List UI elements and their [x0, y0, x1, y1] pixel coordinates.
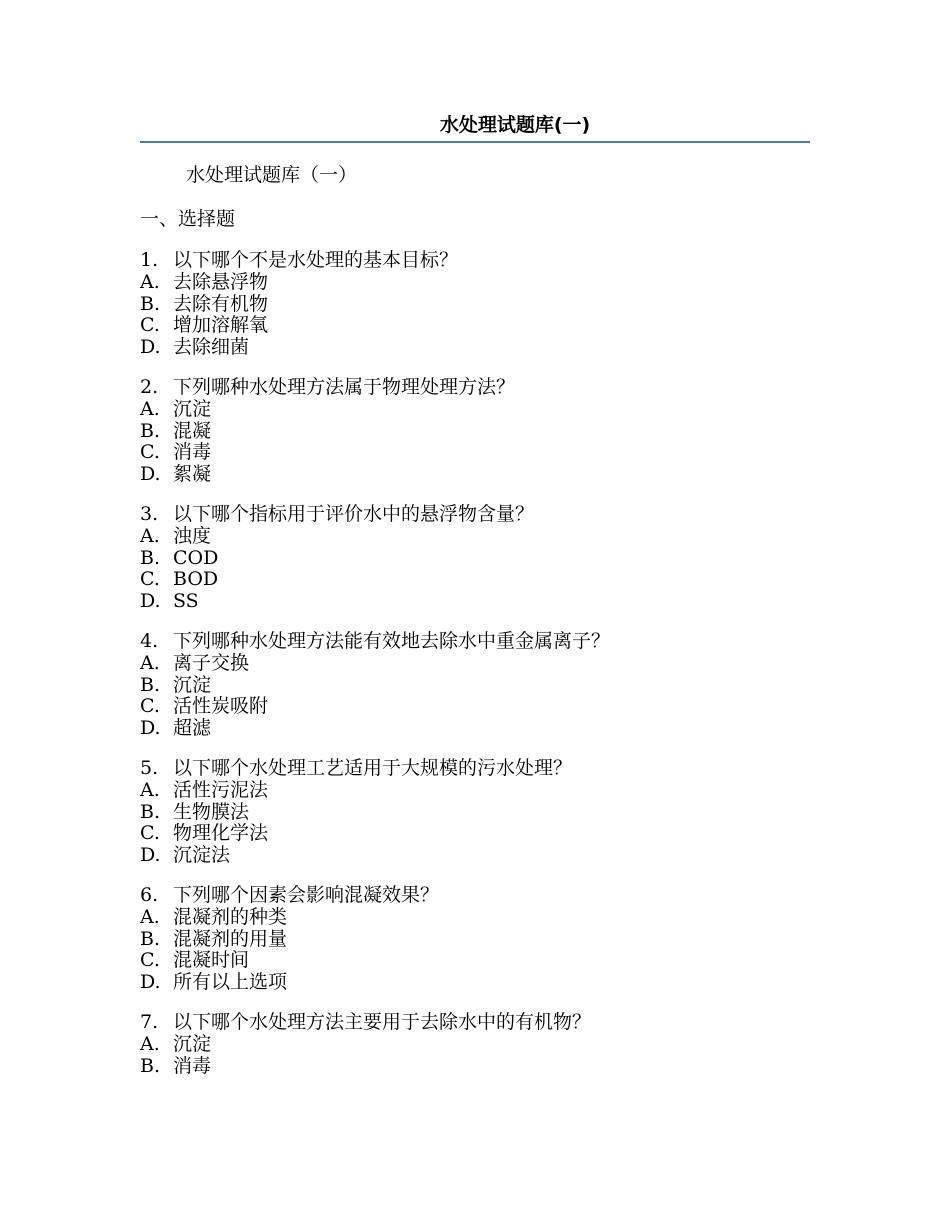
- option-c: [140, 823, 810, 845]
- question-number: 3.: [140, 502, 159, 525]
- question-stem: [140, 631, 810, 653]
- option-text: 沉淀: [173, 673, 212, 696]
- question-stem: [140, 885, 810, 907]
- option-letter: A.: [140, 524, 160, 547]
- section-heading: 一、选择题: [140, 208, 236, 230]
- option-text: 絮凝: [173, 463, 212, 486]
- option-text: 混凝时间: [173, 949, 250, 972]
- question-stem: [140, 250, 810, 272]
- option-text: SS: [173, 590, 199, 613]
- header-title: 水处理试题库(一): [439, 114, 591, 136]
- option-letter: B.: [140, 673, 161, 696]
- option-letter: C.: [140, 949, 160, 972]
- option-b: [140, 548, 810, 570]
- option-text: 所有以上选项: [173, 971, 288, 994]
- option-letter: B.: [140, 1054, 161, 1077]
- option-b: [140, 421, 810, 443]
- option-c: [140, 950, 810, 972]
- option-letter: B.: [140, 546, 161, 569]
- option-a: [140, 780, 810, 802]
- option-d: [140, 591, 810, 613]
- question-5: [140, 758, 810, 867]
- question-text: 以下哪个水处理方法主要用于去除水中的有机物？: [173, 1010, 592, 1033]
- option-text: 活性炭吸附: [173, 695, 269, 718]
- question-stem: [140, 377, 810, 399]
- option-letter: D.: [140, 844, 161, 867]
- question-text: 下列哪个因素会影响混凝效果？: [173, 883, 440, 906]
- question-1: [140, 250, 810, 359]
- question-text: 下列哪种水处理方法能有效地去除水中重金属离子？: [173, 629, 611, 652]
- option-letter: C.: [140, 314, 160, 337]
- option-a: [140, 272, 810, 294]
- option-text: 消毒: [173, 441, 212, 464]
- option-a: [140, 653, 810, 675]
- option-text: 沉淀: [173, 1032, 212, 1055]
- question-stem: [140, 1012, 810, 1034]
- question-text: 下列哪种水处理方法属于物理处理方法？: [173, 375, 516, 398]
- option-c: [140, 442, 810, 464]
- option-text: 浊度: [173, 524, 212, 547]
- option-letter: A.: [140, 651, 160, 674]
- option-text: 混凝剂的种类: [173, 905, 288, 928]
- option-text: 去除有机物: [173, 292, 269, 315]
- option-d: [140, 972, 810, 994]
- option-text: 混凝: [173, 419, 212, 442]
- option-text: BOD: [173, 568, 219, 591]
- question-stem: [140, 758, 810, 780]
- option-text: 增加溶解氧: [173, 314, 269, 337]
- question-list: [140, 250, 810, 1077]
- option-text: 沉淀: [173, 397, 212, 420]
- option-a: [140, 907, 810, 929]
- option-c: [140, 569, 810, 591]
- option-d: [140, 464, 810, 486]
- question-number: 4.: [140, 629, 159, 652]
- option-text: 混凝剂的用量: [173, 927, 288, 950]
- option-text: 物理化学法: [173, 822, 269, 845]
- document-subtitle: 水处理试题库（一）: [186, 164, 358, 186]
- page-header: [140, 110, 810, 143]
- option-text: 去除悬浮物: [173, 270, 269, 293]
- option-text: 离子交换: [173, 651, 250, 674]
- option-d: [140, 845, 810, 867]
- question-number: 6.: [140, 883, 159, 906]
- option-a: [140, 1034, 810, 1056]
- option-letter: A.: [140, 778, 160, 801]
- option-b: [140, 675, 810, 697]
- option-letter: A.: [140, 397, 160, 420]
- option-letter: B.: [140, 419, 161, 442]
- option-text: 活性污泥法: [173, 778, 269, 801]
- question-2: [140, 377, 810, 486]
- document-body: [140, 162, 810, 1077]
- option-c: [140, 315, 810, 337]
- option-text: 消毒: [173, 1054, 212, 1077]
- option-text: 沉淀法: [173, 844, 231, 867]
- option-letter: C.: [140, 695, 160, 718]
- option-b: [140, 802, 810, 824]
- question-number: 1.: [140, 249, 159, 271]
- option-letter: A.: [140, 905, 160, 928]
- option-letter: D.: [140, 336, 161, 359]
- option-letter: B.: [140, 927, 161, 950]
- question-number: 2.: [140, 375, 159, 398]
- question-4: [140, 631, 810, 740]
- option-letter: C.: [140, 822, 160, 845]
- option-d: [140, 337, 810, 359]
- option-letter: C.: [140, 441, 160, 464]
- option-a: [140, 526, 810, 548]
- option-letter: D.: [140, 463, 161, 486]
- question-7: [140, 1012, 810, 1077]
- option-d: [140, 718, 810, 740]
- option-letter: C.: [140, 568, 160, 591]
- option-b: [140, 929, 810, 951]
- option-text: 生物膜法: [173, 800, 250, 823]
- option-letter: D.: [140, 971, 161, 994]
- option-letter: B.: [140, 800, 161, 823]
- option-letter: A.: [140, 1032, 160, 1055]
- question-6: [140, 885, 810, 994]
- option-text: 超滤: [173, 717, 212, 740]
- question-number: 5.: [140, 756, 159, 779]
- option-letter: D.: [140, 590, 161, 613]
- option-letter: A.: [140, 270, 160, 293]
- option-letter: B.: [140, 292, 161, 315]
- option-letter: D.: [140, 717, 161, 740]
- option-a: [140, 399, 810, 421]
- question-text: 以下哪个不是水处理的基本目标？: [173, 249, 459, 271]
- question-3: [140, 504, 810, 613]
- option-text: COD: [173, 546, 219, 569]
- question-number: 7.: [140, 1010, 159, 1033]
- option-text: 去除细菌: [173, 336, 250, 359]
- question-stem: [140, 504, 810, 526]
- question-text: 以下哪个指标用于评价水中的悬浮物含量？: [173, 502, 535, 525]
- option-b: [140, 294, 810, 316]
- question-text: 以下哪个水处理工艺适用于大规模的污水处理？: [173, 756, 573, 779]
- option-b: [140, 1056, 810, 1078]
- option-c: [140, 696, 810, 718]
